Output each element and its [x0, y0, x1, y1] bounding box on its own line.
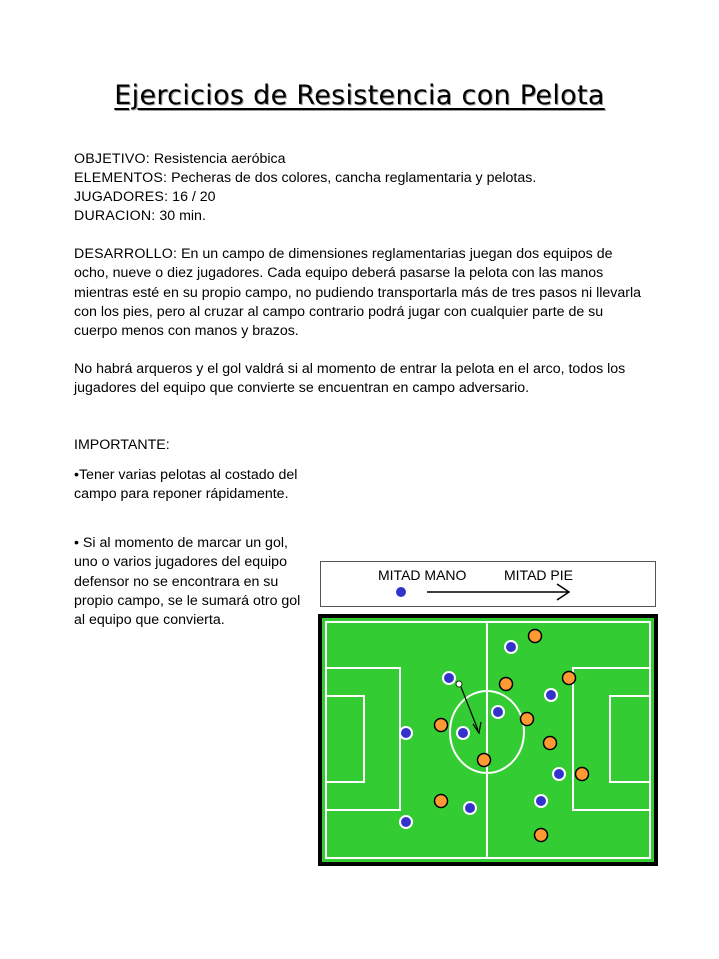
jugadores-value: 16 / 20 [168, 189, 216, 205]
elementos-label: ELEMENTOS: [74, 170, 168, 186]
desarrollo-paragraph [74, 245, 644, 341]
orange-player [544, 737, 557, 750]
blue-player [553, 768, 565, 780]
orange-player [535, 829, 548, 842]
orange-player [478, 754, 491, 767]
legend-mitad-mano: MITAD MANO [378, 567, 467, 583]
blue-player [464, 802, 476, 814]
blue-player [457, 727, 469, 739]
objetivo-value: Resistencia aeróbica [149, 151, 286, 167]
duracion-value: 30 min. [155, 208, 206, 224]
desarrollo-paragraph-2: No habrá arqueros y el gol valdrá si al momento de entrar la pelota en el arco, todos los jugadores del equipo que convierte se encuentran en campo adversario. [74, 361, 626, 397]
desarrollo-text: En un campo de dimensiones reglamentarias juegan dos equipos de ocho, nueve o diez jugadores. Cada equipo deberá pasarse la pelota con las manos mientras esté en su propio campo, no pudiendo transportarla más de tres pasos ni llevarla con los pies, pero al cruzar al campo contrario podrá jugar con cualquier parte de su cuerpo menos con manos y brazos. [74, 246, 642, 340]
blue-player [505, 641, 517, 653]
orange-player [563, 672, 576, 685]
orange-player [435, 719, 448, 732]
elementos-line [74, 169, 654, 188]
objetivo-label: OBJETIVO: [74, 151, 150, 167]
legend-blue-player-icon [396, 587, 406, 597]
importante-label: IMPORTANTE: [74, 437, 170, 453]
blue-player [443, 672, 455, 684]
importante-bullet-1: •Tener varias pelotas al costado del campo para reponer rápidamente. [74, 467, 298, 503]
orange-player [521, 713, 534, 726]
orange-player [576, 768, 589, 781]
ball-icon [456, 681, 462, 687]
objetivo-line [74, 150, 654, 169]
page-title: Ejercicios de Resistencia con Pelota [114, 80, 605, 111]
elementos-value: Pecheras de dos colores, cancha reglamentaria y pelotas. [167, 170, 537, 186]
duracion-label: DURACION: [74, 208, 156, 224]
diagram-legend [320, 561, 656, 607]
jugadores-line [74, 188, 654, 207]
importante-bullet-2: • Si al momento de marcar un gol, uno o varios jugadores del equipo defensor no se encontrara en su propio campo, se le sumará otro gol al equipo que convierta. [74, 535, 301, 629]
jugadores-label: JUGADORES: [74, 189, 169, 205]
blue-player [400, 727, 412, 739]
orange-player [500, 678, 513, 691]
blue-player [545, 689, 557, 701]
soccer-field-diagram [318, 614, 658, 871]
orange-player [529, 630, 542, 643]
exercise-info [74, 150, 654, 226]
orange-player [435, 795, 448, 808]
desarrollo-label: DESARROLLO: [74, 246, 178, 262]
duracion-line [74, 207, 654, 226]
blue-player [492, 706, 504, 718]
blue-player [535, 795, 547, 807]
blue-player [400, 816, 412, 828]
legend-graphics [321, 562, 657, 608]
field-svg [318, 614, 658, 866]
legend-mitad-pie: MITAD PIE [504, 567, 573, 583]
